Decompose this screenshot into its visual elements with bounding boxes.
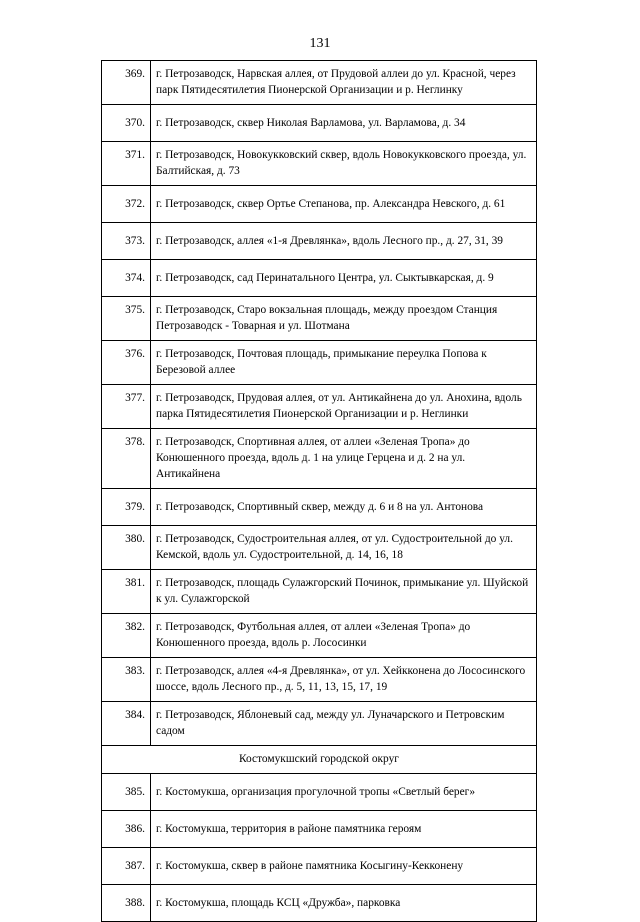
table-row bbox=[102, 223, 537, 260]
table-row bbox=[102, 774, 537, 811]
row-description: г. Петрозаводск, сквер Ортье Степанова, пр. Александра Невского, д. 61 bbox=[151, 186, 537, 223]
row-description: г. Петрозаводск, сквер Николая Варламова, ул. Варламова, д. 34 bbox=[151, 105, 537, 142]
row-description: г. Петрозаводск, аллея «4-я Древлянка», от ул. Хейкконена до Лососинского шоссе, вдоль Лесного пр., д. 5, 11, 13, 15, 17, 19 bbox=[151, 658, 537, 702]
table-row bbox=[102, 297, 537, 341]
row-description: г. Петрозаводск, Новокукковский сквер, вдоль Новокукковского проезда, ул. Балтийская, д. 73 bbox=[151, 142, 537, 186]
row-description: г. Петрозаводск, аллея «1-я Древлянка», вдоль Лесного пр., д. 27, 31, 39 bbox=[151, 223, 537, 260]
row-number: 372. bbox=[102, 186, 151, 223]
row-description: г. Петрозаводск, сад Перинатального Центра, ул. Сыктывкарская, д. 9 bbox=[151, 260, 537, 297]
row-number: 387. bbox=[102, 848, 151, 885]
row-description: г. Петрозаводск, Старо вокзальная площадь, между проездом Станция Петрозаводск - Товарная и ул. Шотмана bbox=[151, 297, 537, 341]
row-number: 373. bbox=[102, 223, 151, 260]
table-row bbox=[102, 341, 537, 385]
row-number: 386. bbox=[102, 811, 151, 848]
table-row bbox=[102, 142, 537, 186]
table-row bbox=[102, 848, 537, 885]
table-row bbox=[102, 570, 537, 614]
table-row bbox=[102, 61, 537, 105]
row-number: 369. bbox=[102, 61, 151, 105]
table-row bbox=[102, 614, 537, 658]
row-number: 381. bbox=[102, 570, 151, 614]
table-row bbox=[102, 260, 537, 297]
row-description: г. Петрозаводск, Судостроительная аллея, от ул. Судостроительной до ул. Кемской, вдоль ул. Судостроительной, д. 14, 16, 18 bbox=[151, 526, 537, 570]
row-description: г. Костомукша, сквер в районе памятника Косыгину-Кекконену bbox=[151, 848, 537, 885]
row-number: 388. bbox=[102, 885, 151, 922]
row-number: 370. bbox=[102, 105, 151, 142]
row-number: 378. bbox=[102, 429, 151, 489]
table-row bbox=[102, 429, 537, 489]
row-description: г. Петрозаводск, Нарвская аллея, от Прудовой аллеи до ул. Красной, через парк Пятидесятилетия Пионерской Организации и р. Неглинку bbox=[151, 61, 537, 105]
row-number: 384. bbox=[102, 702, 151, 746]
row-description: г. Петрозаводск, Спортивная аллея, от аллеи «Зеленая Тропа» до Конюшенного проезда, вдоль д. 1 на улице Герцена и д. 2 на ул. Антикайнена bbox=[151, 429, 537, 489]
table-row bbox=[102, 385, 537, 429]
table-row bbox=[102, 702, 537, 746]
row-number: 376. bbox=[102, 341, 151, 385]
registry-table bbox=[101, 60, 537, 922]
row-description: г. Петрозаводск, Прудовая аллея, от ул. Антикайнена до ул. Анохина, вдоль парка Пятидесятилетия Пионерской Организации и р. Неглинки bbox=[151, 385, 537, 429]
row-description: г. Петрозаводск, Яблоневый сад, между ул. Луначарского и Петровским садом bbox=[151, 702, 537, 746]
table-row bbox=[102, 658, 537, 702]
row-number: 382. bbox=[102, 614, 151, 658]
row-number: 375. bbox=[102, 297, 151, 341]
row-number: 380. bbox=[102, 526, 151, 570]
table-row bbox=[102, 489, 537, 526]
row-description: г. Петрозаводск, Футбольная аллея, от аллеи «Зеленая Тропа» до Конюшенного проезда, вдоль р. Лососинки bbox=[151, 614, 537, 658]
registry-table-body bbox=[102, 61, 537, 922]
section-title: Костомукшский городской округ bbox=[102, 746, 537, 774]
row-description: г. Костомукша, площадь КСЦ «Дружба», парковка bbox=[151, 885, 537, 922]
table-row bbox=[102, 526, 537, 570]
row-number: 377. bbox=[102, 385, 151, 429]
row-description: г. Петрозаводск, площадь Сулажгорский Починок, примыкание ул. Шуйской к ул. Сулажгорской bbox=[151, 570, 537, 614]
page-number: 131 bbox=[309, 36, 331, 51]
table-row bbox=[102, 811, 537, 848]
row-description: г. Костомукша, территория в районе памятника героям bbox=[151, 811, 537, 848]
row-description: г. Петрозаводск, Почтовая площадь, примыкание переулка Попова к Березовой аллее bbox=[151, 341, 537, 385]
row-description: г. Петрозаводск, Спортивный сквер, между д. 6 и 8 на ул. Антонова bbox=[151, 489, 537, 526]
row-number: 371. bbox=[102, 142, 151, 186]
row-description: г. Костомукша, организация прогулочной тропы «Светлый берег» bbox=[151, 774, 537, 811]
table-row bbox=[102, 186, 537, 223]
row-number: 374. bbox=[102, 260, 151, 297]
row-number: 379. bbox=[102, 489, 151, 526]
table-row bbox=[102, 885, 537, 922]
row-number: 385. bbox=[102, 774, 151, 811]
section-row bbox=[102, 746, 537, 774]
row-number: 383. bbox=[102, 658, 151, 702]
table-row bbox=[102, 105, 537, 142]
